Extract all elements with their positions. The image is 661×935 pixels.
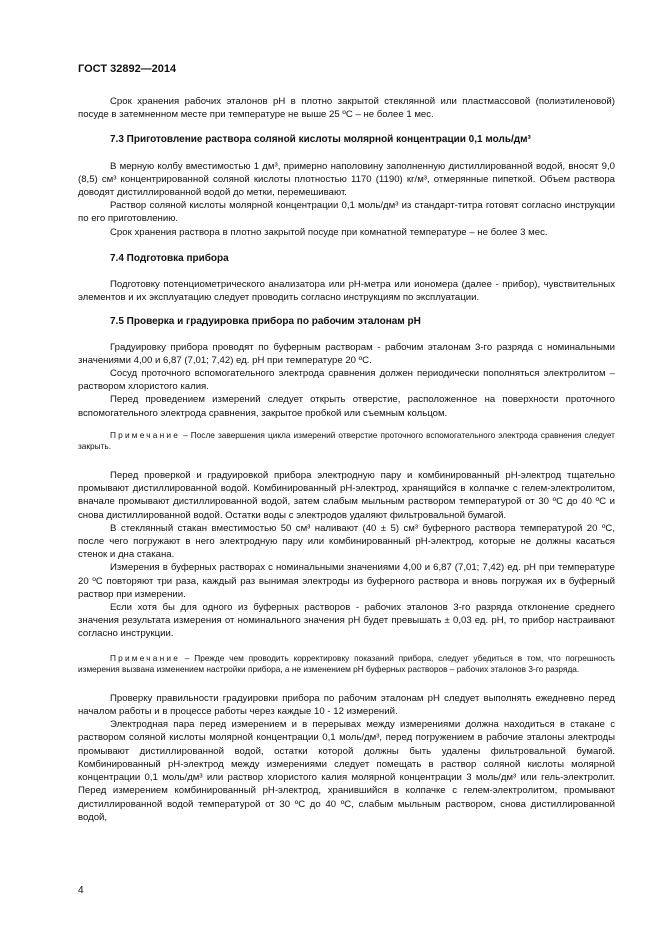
paragraph-open-hole: Перед проведением измерений следует открыть отверстие, расположенное на поверхности проточного вспомогательного электрода сравнения, закрытое пробкой или съемным кольцом.	[78, 394, 615, 419]
paragraph-deviation-adjust: Если хотя бы для одного из буферных растворов - рабочих эталонов 3-го разряда отклонение среднего значения результата измерения от номинального значения рН будет превышать ± 0,03 ед. рН, то прибор настраивают согласно инструкции.	[78, 602, 615, 640]
paragraph-electrode-rinsing: Перед проверкой и градуировкой прибора электродную пару и комбинированный рН-электрод тщательно промывают дистиллированной водой. Комбинированный рН-электрод, хранящийся в колпачке с гелем-электролитом, вначале промывают дистиллированной водой, затем слабым мыльным раствором температурой от 30 ºС до 40 ºС и снова дистиллированной водой. Остатки воды с электродов удаляют фильтровальной бумагой.	[78, 470, 615, 521]
note-label: Примечание	[110, 652, 181, 663]
paragraph-hcl-standard-titre: Раствор соляной кислоты молярной концентрации 0,1 моль/дм³ из стандарт-титра готовят согласно инструкции по его приготовлению.	[78, 200, 615, 225]
paragraph-calibration-buffers: Градуировку прибора проводят по буферным растворам - рабочим эталонам 3-го разряда с номинальными значениями 4,00 и 6,87 (7,01; 7,42) ед. рН при температуре 20 ºС.	[78, 341, 615, 366]
note-correction	[78, 653, 615, 676]
paragraph-hcl-storage: Срок хранения раствора в плотно закрытой посуде при комнатной температуре – не более 3 мес.	[110, 226, 548, 238]
section-heading-7-5: 7.5 Проверка и градуировка прибора по рабочим эталонам рН	[110, 316, 421, 328]
paragraph-storage-etalons: Срок хранения рабочих эталонов рН в плотно закрытой стеклянной или пластмассовой (полиэтиленовой) посуде в затемненном месте при температуре не выше 25 ºС – не более 1 мес.	[78, 96, 615, 121]
paragraph-beaker-buffer: В стеклянный стакан вместимостью 50 см³ наливают (40 ± 5) см³ буферного раствора температурой 20 ºС, после чего погружают в него электродную пару или комбинированный рН-электрод, которые не должны касаться стенок и дна стакана.	[78, 522, 615, 561]
paragraph-electrode-storage: Электродная пара перед измерением и в перерывах между измерениями должна находиться в стакане с раствором соляной кислоты молярной концентрации 0,1 моль/дм³, перед погружением в рабочие эталоны электроды промывают дистиллированной водой, остатки которой должны быть удалены фильтровальной бумагой. Комбинированный рН-электрод между измерениями следует помещать в раствор соляной кислоты молярной концентрации 0,1 моль/дм³ или раствор хлористого калия молярной концентрации 3 моль/дм³ или гель-электролит. Перед измерением комбинированный рН-электрод, хранившийся в колпачке с гелем-электролитом, промывают дистиллированной водой температурой от 30 ºС до 40 ºС, слабым мыльным раствором, снова дистиллированной водой,	[78, 719, 615, 823]
document-body	[78, 95, 615, 824]
section-heading-7-4: 7.4 Подготовка прибора	[110, 252, 229, 264]
page-number: 4	[78, 885, 84, 896]
note-text: – После завершения цикла измерений отверстие проточного вспомогательного электрода сравнения следует закрыть.	[78, 429, 615, 452]
paragraph-daily-check: Проверку правильности градуировки прибора по рабочим эталонам рН следует выполнять ежедневно перед началом работы и в процессе работы через каждые 10 - 12 измерений.	[78, 692, 615, 718]
standard-header: ГОСТ 32892—2014	[78, 63, 177, 75]
note-text: – Прежде чем проводить корректировку показаний прибора, следует убедиться в том, что погрешность измерения вызвана изменением настройки прибора, а не изменением рН буферных растворов – рабочих эталонов 3-го разряда.	[78, 652, 615, 675]
note-close-hole	[78, 430, 615, 453]
paragraph-repeat-measurements: Измерения в буферных растворах с номинальными значениями 4,00 и 6,87 (7,01; 7,42) ед. рН при температуре 20 ºС повторяют три раза, каждый раз вынимая электроды из буферного раствора и вновь погружая их в буферный раствор при измерении.	[78, 562, 615, 600]
paragraph-hcl-preparation: В мерную колбу вместимостью 1 дм³, примерно наполовину заполненную дистиллированной водой, вносят 9,0 (8,5) см³ концентрированной соляной кислоты плотностью 1170 (1190) кг/м³, отмерянные пипеткой. Объем раствора доводят дистиллированной водой до метки, перемешивают.	[78, 160, 615, 199]
paragraph-device-preparation: Подготовку потенциометрического анализатора или рН-метра или иономера (далее - прибор), чувствительных элементов и их эксплуатацию следует проводить согласно инструкциям по эксплуатации.	[78, 279, 615, 304]
section-heading-7-3: 7.3 Приготовление раствора соляной кислоты молярной концентрации 0,1 моль/дм³	[110, 134, 531, 146]
note-label: Примечание	[110, 429, 181, 440]
paragraph-reference-electrode: Сосуд проточного вспомогательного электрода сравнения должен периодически пополняться электролитом – раствором хлористого калия.	[78, 368, 615, 393]
